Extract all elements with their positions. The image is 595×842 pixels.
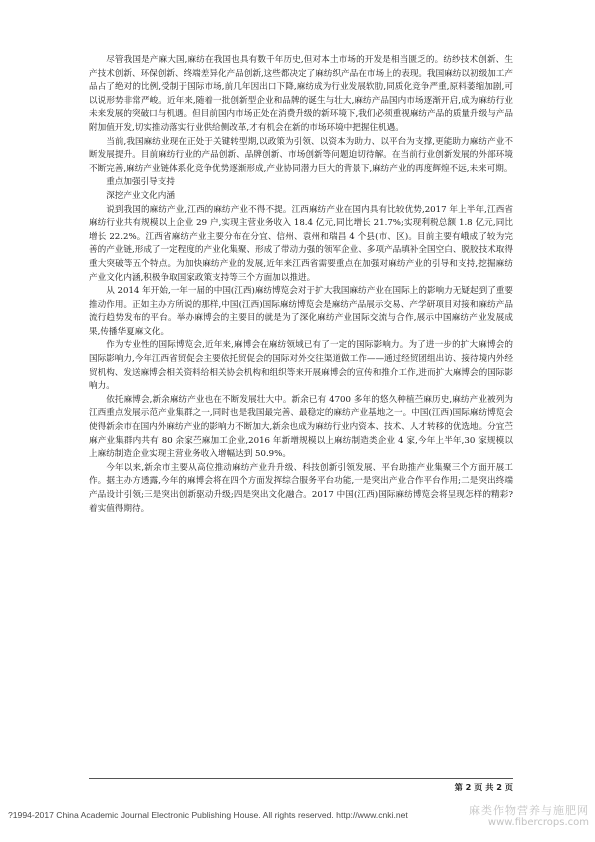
paragraph: 当前,我国麻纺业现在正处于关键转型期,以政策为引领、以资本为助力、以平台为支撑,更能助力麻纺产业不断发展提升。目前麻纺行业的产品创新、品牌创新、市场创新等问题迫切待解。在当前行业创新发展的外部环境不断完善,麻纺产业链体系化竞争优势逐渐形成,产业协同潜力巨大的背景下,麻纺产业的再度辉煌不远,未来可期。 (89, 136, 513, 174)
watermark-url: www.fibercrops.com (487, 817, 589, 828)
watermark-title: 麻类作物营养与施肥网 (469, 804, 589, 817)
footer-divider (89, 778, 513, 779)
paragraph: 说到我国的麻纺产业,江西的麻纺产业不得不提。江西麻纺产业在国内具有比较优势,2017 年上半年,江西省麻纺行业共有规模以上企业 29 户,实现主营业务收入 18.4 亿元,同比增长 21.7%;实现利税总额 1.8 亿元,同比增长 22.2%。江西省麻纺产业主要分布在分宜、信州、袁州和瑞昌 4 个县(市、区)。目前主要有峨成了较为完善的产业链,形成了一定程度的产业化集聚、形成了带动力强的领军企业、多项产品填补全国空白、脱胶技术取得重大突破等五个特点。为加快麻纺产业的发展,近年来江西省需要重点在加强对麻纺产业的引导和支持,挖掘麻纺产业文化内涵,积极争取国家政策支持等三个方面加以推进。 (89, 204, 513, 283)
watermark (469, 805, 589, 829)
copyright-notice: ?1994-2017 China Academic Journal Electronic Publishing House. All rights reserved. http://www.cnki.net (8, 810, 408, 820)
paragraph: 作为专业性的国际博览会,近年来,麻博会在麻纺领域已有了一定的国际影响力。为了进一步的扩大麻博会的国际影响力,今年江西省贸促会主要依托贸促会的国际对外交往渠道做工作——通过经贸团组出访、接待境内外经贸机构、发送麻博会相关资料给相关协会机构和组织等来开展麻博会的宣传和推介工作,进而扩大麻博会的国际影响力。 (89, 340, 513, 392)
page-number: 第 2 页 共 2 页 (454, 782, 513, 792)
paragraph: 今年以来,新余市主要从高位推动麻纺产业升升级、科技创新引领发展、平台助推产业集聚三个方面开展工作。据主办方透露,今年的麻博会将在四个方面发挥综合服务平台功能,一是突出产业合作平台作用;二是突出终端产品设计引领;三是突出创新驱动升级;四是突出文化融合。2017 中国(江西)国际麻纺博览会将呈现怎样的精彩?着实值得期待。 (89, 462, 513, 514)
section-heading: 深挖产业文化内涵 (106, 190, 175, 201)
paragraph: 从 2014 年开始,一年一届的中国(江西)麻纺博览会对于扩大我国麻纺产业在国际上的影响力无疑起到了重要推动作用。正如主办方所说的那样,中国(江西)国际麻纺博览会是麻纺产品展示交易、产学研项目对接和麻纺产品流行趋势发布的平台。举办麻博会的主要目的就是为了深化麻纺产业国际交流与合作,展示中国麻纺产业发展成果,传播华夏麻文化。 (89, 286, 513, 337)
article-body (89, 54, 513, 516)
paragraph: 尽管我国是产麻大国,麻纺在我国也具有数千年历史,但对本土市场的开发是相当匮乏的。纺纱技术创新、生产技术创新、环保创新、终端差异化产品创新,这些都决定了麻纺织产品在市场上的表现。我国麻纺以初级加工产品占了绝对的比例,受制于国际市场,前几年因出口下降,麻纺成为行业发展软肋,同质化竞争严重,原料萎缩加剧,可以说形势非常严峻。近年来,随着一批创新型企业和品牌的诞生与壮大,麻纺产品国内市场逐渐开启,成为麻纺行业未来发展的突破口与机遇。但目前国内市场正处在消费升级的新环境下,我们必须重视麻纺产品的质量升级与产品附加值开发,切实推动落实行业供给侧改革,才有机会在新的市场环境中把握住机遇。 (89, 55, 513, 133)
paragraph: 依托麻博会,新余麻纺产业也在不断发展壮大中。新余已有 4700 多年的悠久种植苎麻历史,麻纺产业被列为江西重点发展示范产业集群之一,同时也是我国最完善、最稳定的麻纺产业基地之一。中国(江西)国际麻纺博览会使得新余市在国内外麻纺产业的影响力不断加大,新余也成为麻纺行业内资本、技术、人才转移的优选地。分宜苎麻产业集群内共有 80 余家苎麻加工企业,2016 年新增规模以上麻纺制造类企业 4 家,今年上半年,30 家规模以上麻纺制造企业实现主营业务收入增幅达到 50.9%。 (89, 394, 513, 460)
section-heading: 重点加强引导支持 (106, 177, 175, 188)
